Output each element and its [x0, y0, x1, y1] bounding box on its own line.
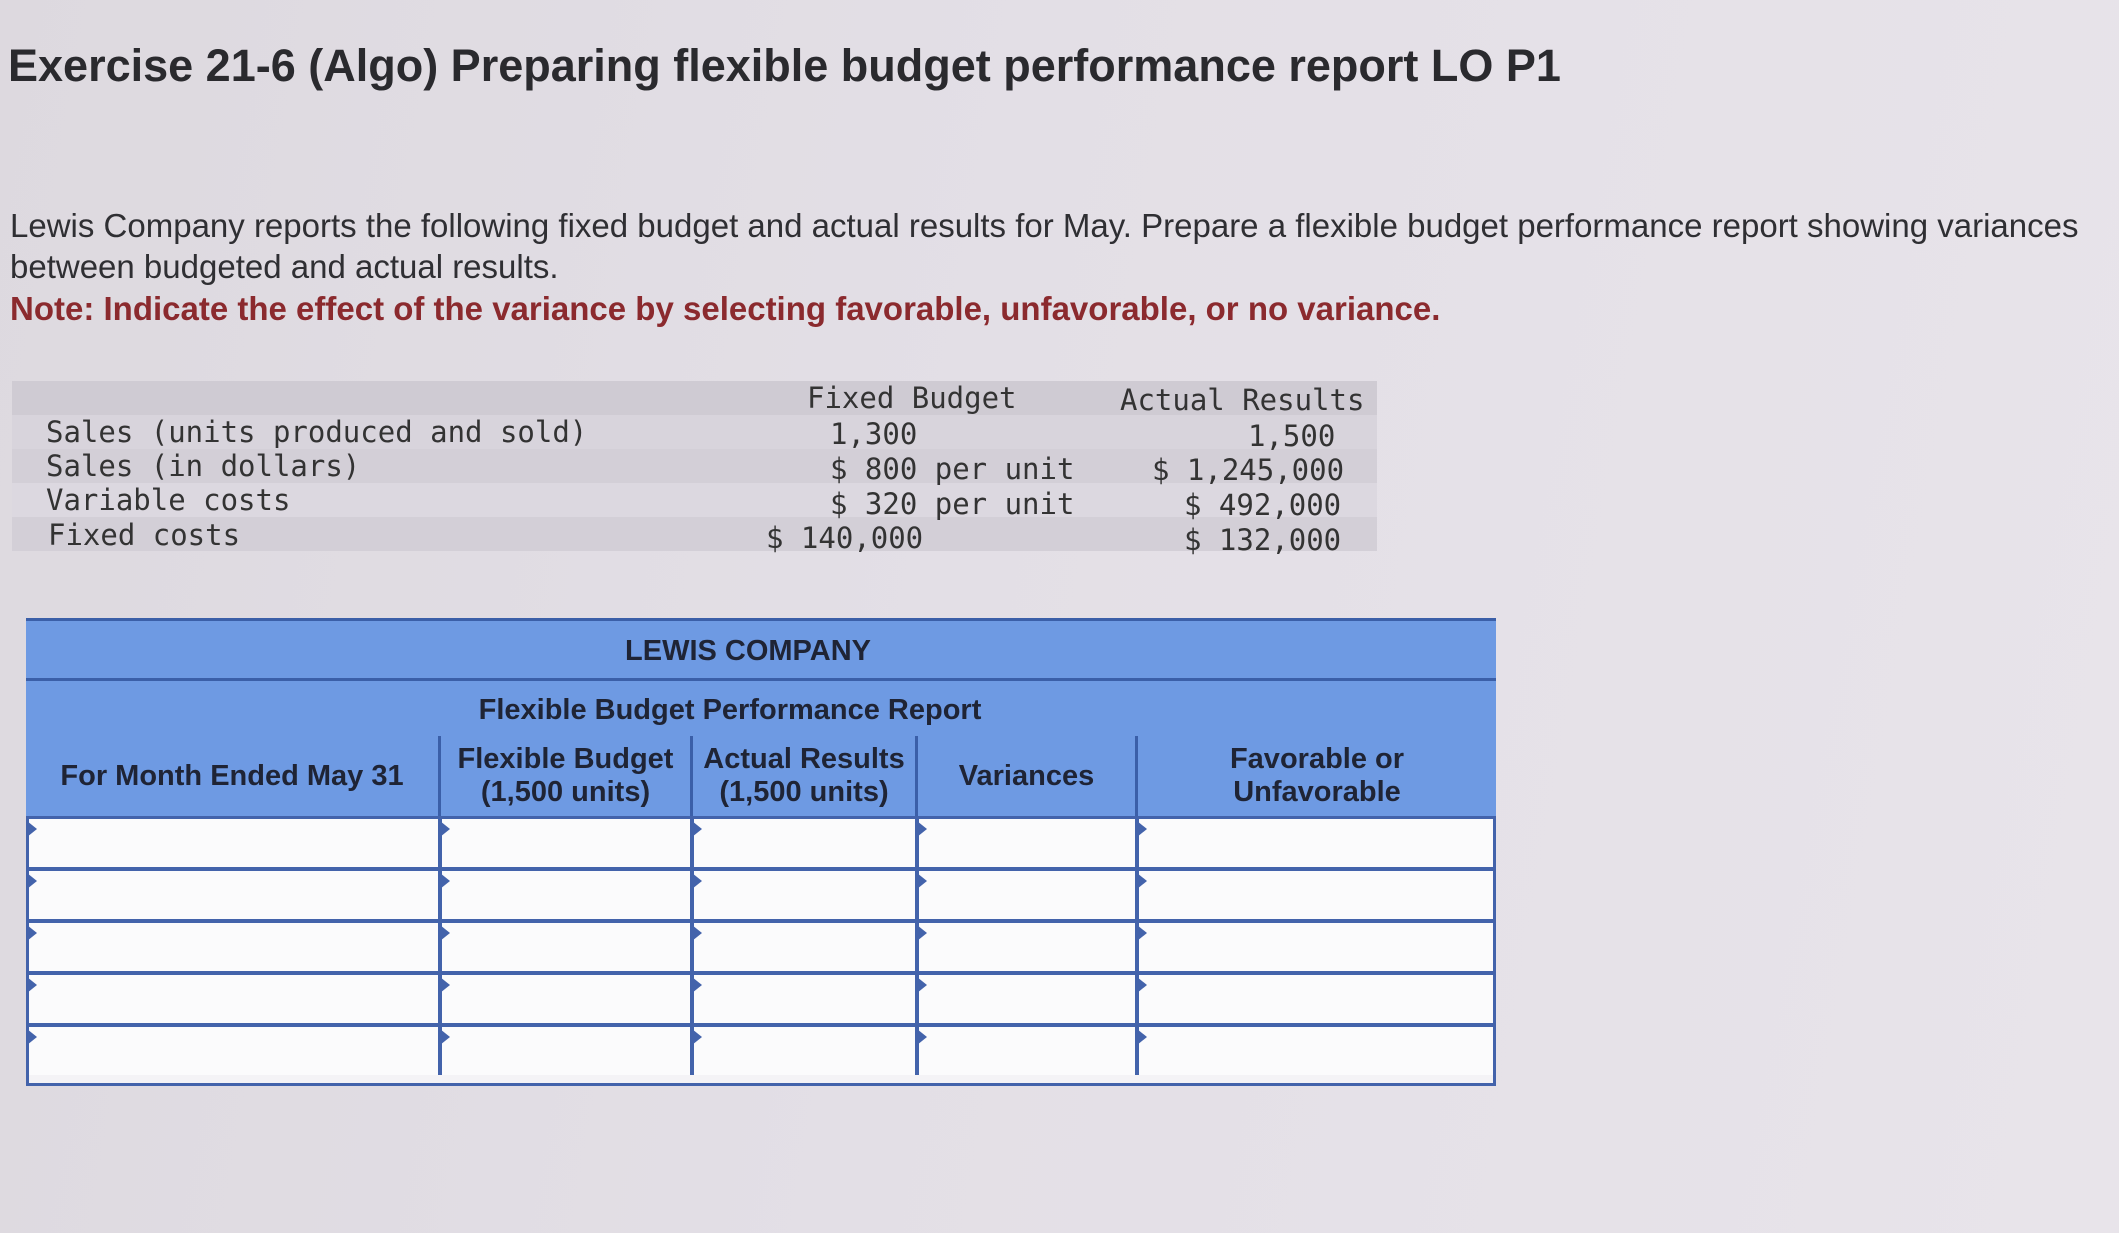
- dropdown-arrow-icon: [27, 821, 37, 837]
- dropdown-arrow-icon: [27, 873, 37, 889]
- favorable-unfavorable-select[interactable]: [1135, 975, 1493, 1023]
- actual-results-input[interactable]: [690, 1027, 915, 1075]
- note-text: Note: Indicate the effect of the variance by selecting favorable, unfavorable, or no variance.: [10, 290, 1441, 327]
- favorable-unfavorable-select[interactable]: [1135, 923, 1493, 971]
- fixed-budget-header: Fixed Budget: [807, 381, 1017, 415]
- actual-results-input[interactable]: [690, 923, 915, 971]
- given-row-actual: 1,500: [1248, 419, 1336, 453]
- dropdown-arrow-icon: [692, 1029, 702, 1045]
- flex-header-line2: (1,500 units): [480, 776, 651, 808]
- favorable-unfavorable-select[interactable]: [1135, 1027, 1493, 1075]
- variances-header: Variances: [958, 759, 1095, 792]
- flexible-budget-input[interactable]: [438, 819, 690, 867]
- report-title-header: [26, 678, 1496, 739]
- variance-input[interactable]: [915, 975, 1135, 1023]
- given-row-fixed: $ 320 per unit: [830, 487, 1075, 521]
- flex-header-line1: Flexible Budget: [457, 743, 674, 775]
- row-label-input[interactable]: [29, 1027, 438, 1075]
- favorable-unfavorable-select[interactable]: [1135, 819, 1493, 867]
- dropdown-arrow-icon: [27, 925, 37, 941]
- flexible-budget-report: [26, 618, 1496, 1082]
- company-name: LEWIS COMPANY: [625, 635, 871, 667]
- dropdown-arrow-icon: [1137, 925, 1147, 941]
- flexible-budget-input[interactable]: [438, 871, 690, 919]
- dropdown-arrow-icon: [692, 873, 702, 889]
- fav-header-line1: Favorable or: [1229, 743, 1405, 775]
- report-company-header: [26, 618, 1496, 681]
- row-label-input[interactable]: [29, 975, 438, 1023]
- given-row-label: Sales (in dollars): [46, 449, 361, 483]
- period-header: [26, 736, 438, 816]
- dropdown-arrow-icon: [440, 873, 450, 889]
- actual-results-input[interactable]: [690, 975, 915, 1023]
- dropdown-arrow-icon: [1137, 977, 1147, 993]
- actual-results-input[interactable]: [690, 819, 915, 867]
- given-row-fixed: $ 800 per unit: [830, 452, 1075, 486]
- given-row-fixed: 1,300: [830, 417, 918, 451]
- favorable-unfavorable-select[interactable]: [1135, 871, 1493, 919]
- dropdown-arrow-icon: [440, 1029, 450, 1045]
- dropdown-arrow-icon: [917, 1029, 927, 1045]
- dropdown-arrow-icon: [692, 977, 702, 993]
- actual-header-line1: Actual Results: [703, 743, 905, 775]
- table-row: [29, 923, 1493, 975]
- report-input-grid: [26, 816, 1496, 1086]
- dropdown-arrow-icon: [917, 873, 927, 889]
- dropdown-arrow-icon: [440, 821, 450, 837]
- dropdown-arrow-icon: [1137, 1029, 1147, 1045]
- dropdown-arrow-icon: [917, 977, 927, 993]
- given-data-table: [12, 381, 1377, 561]
- dropdown-arrow-icon: [917, 925, 927, 941]
- given-row-label: Fixed costs: [48, 518, 241, 552]
- exercise-title: Exercise 21-6 (Algo) Preparing flexible budget performance report LO P1: [8, 40, 1561, 91]
- given-row-fixed: $ 140,000: [766, 521, 924, 555]
- variance-input[interactable]: [915, 819, 1135, 867]
- given-row-actual: $ 132,000: [1184, 523, 1342, 557]
- favorable-column-header: [1135, 736, 1496, 816]
- actual-results-column-header: [690, 736, 915, 816]
- intro-text: Lewis Company reports the following fixed budget and actual results for May. Prepare a flexible budget performance report showing variances between budgeted and actual results.: [10, 207, 2079, 285]
- table-row: [29, 871, 1493, 923]
- given-row-label: Sales (units produced and sold): [46, 415, 588, 449]
- dropdown-arrow-icon: [27, 1029, 37, 1045]
- report-title: Flexible Budget Performance Report: [478, 694, 982, 726]
- dropdown-arrow-icon: [440, 977, 450, 993]
- dropdown-arrow-icon: [1137, 821, 1147, 837]
- actual-results-header: Actual Results: [1120, 383, 1365, 417]
- variances-column-header: [915, 736, 1135, 816]
- row-label-input[interactable]: [29, 819, 438, 867]
- dropdown-arrow-icon: [440, 925, 450, 941]
- variance-input[interactable]: [915, 923, 1135, 971]
- dropdown-arrow-icon: [917, 821, 927, 837]
- dropdown-arrow-icon: [1137, 873, 1147, 889]
- flexible-budget-input[interactable]: [438, 975, 690, 1023]
- given-row-actual: $ 492,000: [1184, 488, 1342, 522]
- flexible-budget-input[interactable]: [438, 923, 690, 971]
- dropdown-arrow-icon: [27, 977, 37, 993]
- fav-header-line2: Unfavorable: [1233, 776, 1401, 808]
- row-label-input[interactable]: [29, 923, 438, 971]
- variance-input[interactable]: [915, 1027, 1135, 1075]
- actual-results-input[interactable]: [690, 871, 915, 919]
- given-row-actual: $ 1,245,000: [1152, 453, 1345, 487]
- given-row-label: Variable costs: [46, 483, 291, 517]
- period-label: For Month Ended May 31: [60, 759, 404, 792]
- dropdown-arrow-icon: [692, 925, 702, 941]
- variance-input[interactable]: [915, 871, 1135, 919]
- flexible-budget-input[interactable]: [438, 1027, 690, 1075]
- table-row: [29, 1027, 1493, 1079]
- actual-header-line2: (1,500 units): [719, 776, 889, 808]
- dropdown-arrow-icon: [692, 821, 702, 837]
- row-label-input[interactable]: [29, 871, 438, 919]
- table-row: [29, 975, 1493, 1027]
- flexible-budget-column-header: [438, 736, 690, 816]
- table-row: [29, 819, 1493, 871]
